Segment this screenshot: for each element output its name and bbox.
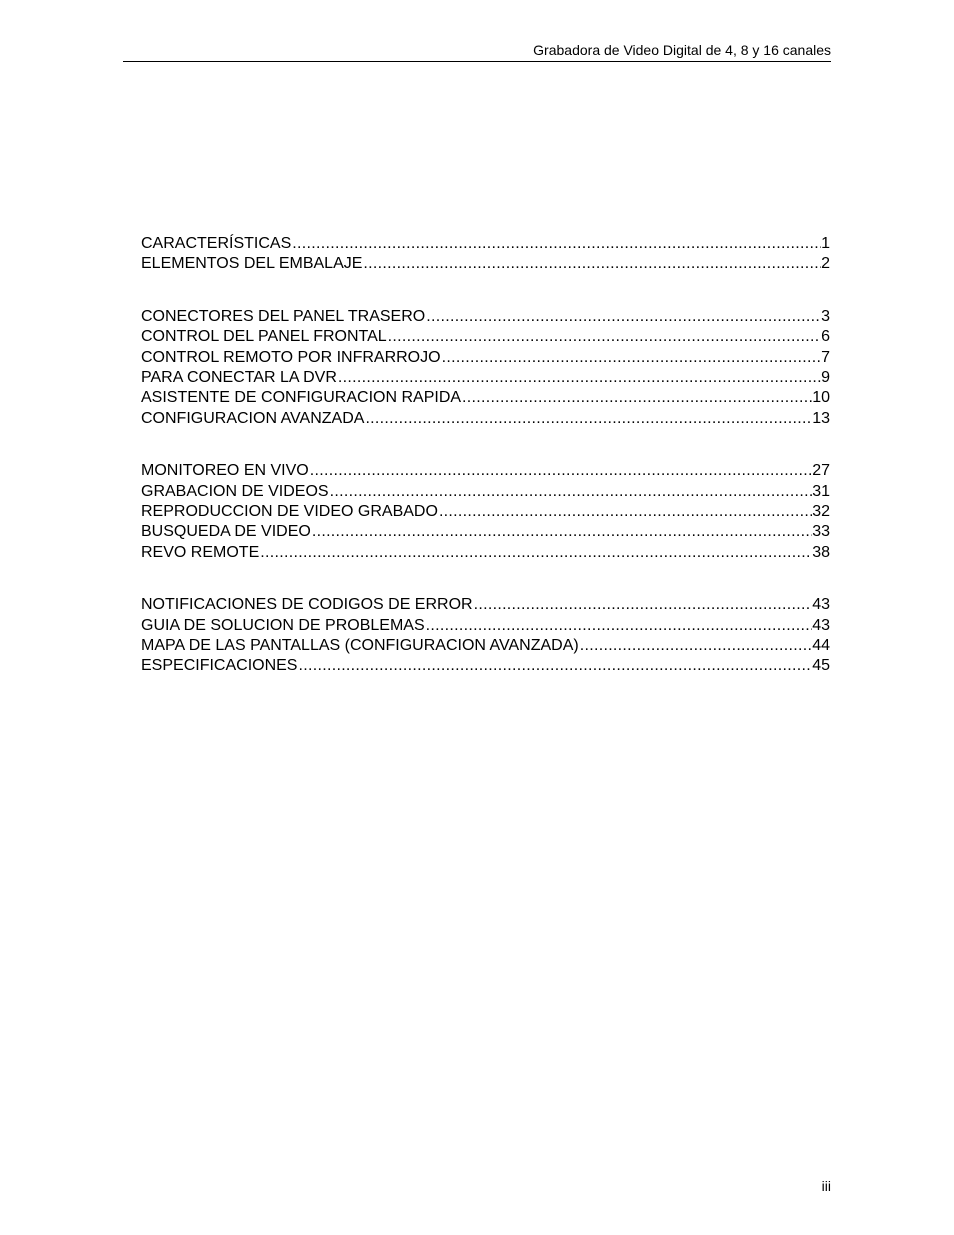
toc-entry-page: 33 xyxy=(812,523,830,541)
toc-entry[interactable] xyxy=(141,327,830,347)
toc-entry[interactable] xyxy=(141,616,830,636)
toc-entry-page: 45 xyxy=(812,657,830,675)
toc-entry-title: ESPECIFICACIONES xyxy=(141,657,298,675)
toc-entry-title: ASISTENTE DE CONFIGURACION RAPIDA xyxy=(141,389,462,407)
toc-dot-leader xyxy=(580,636,812,656)
toc-dot-leader xyxy=(462,388,812,408)
toc-entry-title: GUIA DE SOLUCION DE PROBLEMAS xyxy=(141,616,425,634)
toc-entry-title: ELEMENTOS DEL EMBALAJE xyxy=(141,255,363,273)
toc-dot-leader xyxy=(260,543,812,563)
toc-entry-page: 13 xyxy=(812,409,830,427)
toc-group-1 xyxy=(141,234,830,275)
toc-dot-leader xyxy=(388,327,821,347)
toc-entry-title: MAPA DE LAS PANTALLAS (CONFIGURACION AVANZADA) xyxy=(141,636,579,654)
toc-entry-title: CARACTERÍSTICAS xyxy=(141,235,292,252)
toc-group-2 xyxy=(141,307,830,429)
toc-entry-page: 1 xyxy=(821,235,830,252)
toc-entry-title: NOTIFICACIONES DE CODIGOS DE ERROR xyxy=(141,596,473,614)
toc-entry[interactable] xyxy=(141,543,830,563)
toc-entry[interactable] xyxy=(141,636,830,656)
running-header xyxy=(123,40,831,62)
toc-entry-page: 31 xyxy=(812,482,830,500)
toc-entry[interactable] xyxy=(141,388,830,408)
toc-entry-page: 43 xyxy=(812,596,830,614)
toc-entry[interactable] xyxy=(141,409,830,429)
toc-entry[interactable] xyxy=(141,348,830,368)
toc-entry-page: 27 xyxy=(812,462,830,480)
toc-dot-leader xyxy=(363,254,821,274)
toc-entry-title: MONITOREO EN VIVO xyxy=(141,462,309,480)
toc-dot-leader xyxy=(312,522,812,542)
toc-entry[interactable] xyxy=(141,502,830,522)
toc-entry-page: 3 xyxy=(821,308,830,326)
toc-entry[interactable] xyxy=(141,254,830,274)
toc-entry-page: 9 xyxy=(821,368,830,386)
toc-dot-leader xyxy=(426,616,813,636)
toc-entry[interactable] xyxy=(141,595,830,615)
toc-dot-leader xyxy=(298,656,812,676)
toc-entry[interactable] xyxy=(141,461,830,481)
toc-dot-leader xyxy=(338,368,821,388)
toc-entry-page: 32 xyxy=(812,502,830,520)
toc-group-3 xyxy=(141,461,830,562)
page-number: iii xyxy=(821,1178,831,1194)
toc-dot-leader xyxy=(442,348,822,368)
toc-entry-page: 7 xyxy=(821,348,830,366)
toc-dot-leader xyxy=(310,461,812,481)
toc-dot-leader xyxy=(474,595,813,615)
toc-entry[interactable] xyxy=(141,368,830,388)
toc-entry[interactable] xyxy=(141,234,830,254)
toc-dot-leader xyxy=(439,502,812,522)
toc-entry-title: CONFIGURACION AVANZADA xyxy=(141,409,365,427)
toc-entry-title: PARA CONECTAR LA DVR xyxy=(141,368,337,386)
toc-entry[interactable] xyxy=(141,656,830,676)
toc-entry-page: 2 xyxy=(821,255,830,273)
toc-entry-page: 44 xyxy=(812,636,830,654)
toc-group-4 xyxy=(141,595,830,676)
toc-entry-title: CONECTORES DEL PANEL TRASERO xyxy=(141,308,426,326)
document-title: Grabadora de Video Digital de 4, 8 y 16 canales xyxy=(533,42,831,58)
toc-entry-page: 43 xyxy=(812,616,830,634)
toc-entry-title: GRABACION DE VIDEOS xyxy=(141,482,329,500)
toc-entry-page: 38 xyxy=(812,543,830,561)
toc-entry-page: 10 xyxy=(812,389,830,407)
toc-entry[interactable] xyxy=(141,307,830,327)
toc-entry-title: CONTROL DEL PANEL FRONTAL xyxy=(141,328,387,346)
toc-entry-title: REPRODUCCION DE VIDEO GRABADO xyxy=(141,502,438,520)
toc-dot-leader xyxy=(426,307,821,327)
toc-entry-page: 6 xyxy=(821,328,830,346)
toc-entry-title: BUSQUEDA DE VIDEO xyxy=(141,523,311,541)
toc-entry[interactable] xyxy=(141,522,830,542)
toc-dot-leader xyxy=(292,234,821,254)
toc-entry-title: CONTROL REMOTO POR INFRARROJO xyxy=(141,348,441,366)
toc-dot-leader xyxy=(330,482,813,502)
toc-entry-title: REVO REMOTE xyxy=(141,543,260,561)
toc-entry[interactable] xyxy=(141,482,830,502)
table-of-contents xyxy=(141,234,830,709)
toc-dot-leader xyxy=(365,409,812,429)
